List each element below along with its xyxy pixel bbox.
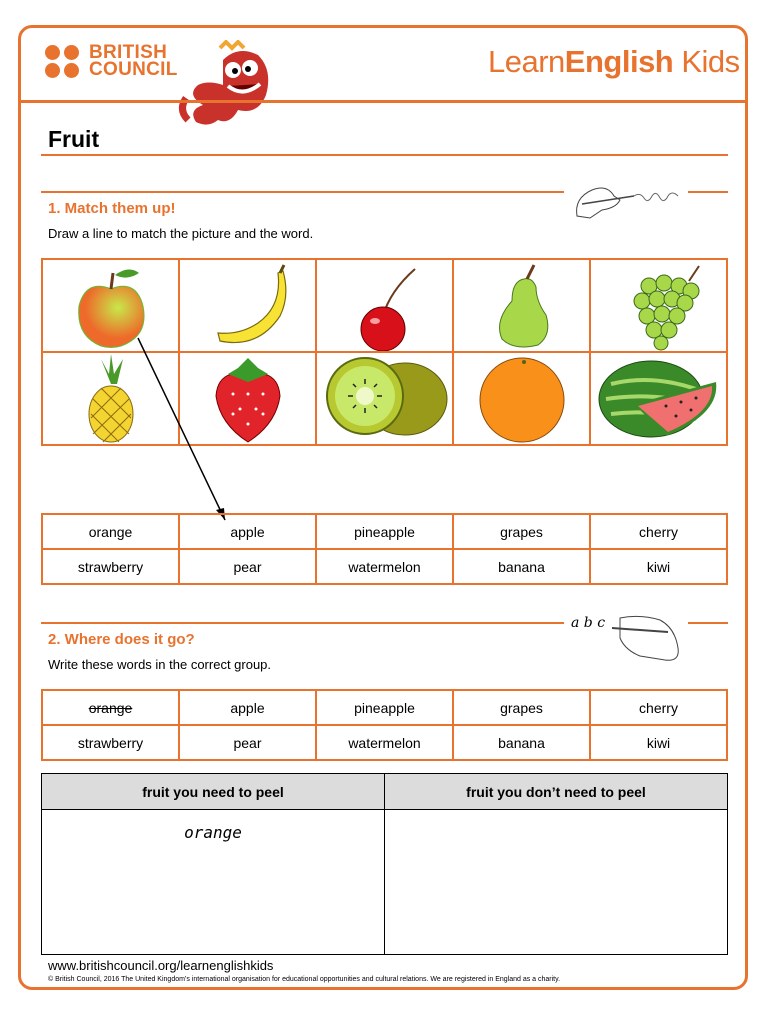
example-answer: orange xyxy=(184,823,242,842)
word-bank-cell[interactable]: strawberry xyxy=(42,725,179,760)
page-title: Fruit xyxy=(48,126,100,152)
grapes-icon xyxy=(609,261,709,351)
group-header-no-peel: fruit you don’t need to peel xyxy=(385,774,728,810)
section2-rule-right xyxy=(688,622,728,624)
word-bank-cell[interactable]: cherry xyxy=(590,690,727,725)
word-bank-cell[interactable]: pineapple xyxy=(316,690,453,725)
footer-copyright: © British Council, 2016 The United Kingdom’s international organisation for educational opportunities and cultural relations. We are registered in England as a charity. xyxy=(48,976,561,983)
picture-cell[interactable] xyxy=(453,259,590,352)
section2-instruction: Write these words in the correct group. xyxy=(48,657,272,672)
word-cell[interactable]: pineapple xyxy=(316,514,453,549)
monster-mascot-icon xyxy=(178,40,278,130)
british-council-wordmark: BRITISH COUNCIL xyxy=(89,42,178,80)
word-bank-cell[interactable]: banana xyxy=(453,725,590,760)
hand-drawing-line-icon xyxy=(572,178,687,228)
orange-icon xyxy=(472,354,572,444)
word-bank-cell[interactable]: pear xyxy=(179,725,316,760)
word-cell[interactable]: strawberry xyxy=(42,549,179,584)
group-table xyxy=(41,773,728,955)
group-answer-area-peel[interactable] xyxy=(42,810,385,955)
word-cell[interactable]: banana xyxy=(453,549,590,584)
word-bank-cell[interactable]: grapes xyxy=(453,690,590,725)
word-bank-cell[interactable]: watermelon xyxy=(316,725,453,760)
abc-letters: a b c xyxy=(571,615,606,631)
learnenglish-kids-logo: LearnEnglish Kids xyxy=(488,44,740,79)
picture-cell[interactable] xyxy=(590,259,727,352)
word-cell[interactable]: orange xyxy=(42,514,179,549)
word-cell[interactable]: kiwi xyxy=(590,549,727,584)
group-header-peel: fruit you need to peel xyxy=(42,774,385,810)
section2-title: 2. Where does it go? xyxy=(48,631,195,648)
word-bank-cell[interactable]: apple xyxy=(179,690,316,725)
picture-cell[interactable] xyxy=(453,352,590,445)
british-council-logo-icon xyxy=(45,45,85,81)
section1-rule xyxy=(41,191,564,193)
word-cell[interactable]: cherry xyxy=(590,514,727,549)
picture-cell[interactable] xyxy=(316,259,453,352)
match-word-grid xyxy=(41,513,728,585)
picture-cell[interactable] xyxy=(316,352,453,445)
word-cell[interactable]: watermelon xyxy=(316,549,453,584)
word-bank-cell[interactable]: orange xyxy=(42,690,179,725)
section1-rule-right xyxy=(688,191,728,193)
group-word-bank xyxy=(41,689,728,761)
cherry-icon xyxy=(335,261,435,351)
example-match-arrow xyxy=(130,330,240,530)
section1-instruction: Draw a line to match the picture and the word. xyxy=(48,226,314,241)
group-answer-area-no-peel[interactable] xyxy=(385,810,728,955)
footer-url[interactable]: www.britishcouncil.org/learnenglishkids xyxy=(48,958,274,973)
word-bank-cell[interactable]: kiwi xyxy=(590,725,727,760)
section2-rule xyxy=(41,622,564,624)
watermelon-icon xyxy=(596,354,721,444)
word-cell[interactable]: apple xyxy=(179,514,316,549)
kiwi-icon xyxy=(320,354,450,444)
word-cell[interactable]: pear xyxy=(179,549,316,584)
title-underline xyxy=(41,154,728,156)
pear-icon xyxy=(472,261,572,351)
header-divider xyxy=(20,100,746,103)
word-cell[interactable]: grapes xyxy=(453,514,590,549)
section1-title: 1. Match them up! xyxy=(48,200,176,217)
hand-writing-icon xyxy=(600,610,685,665)
picture-cell[interactable] xyxy=(590,352,727,445)
